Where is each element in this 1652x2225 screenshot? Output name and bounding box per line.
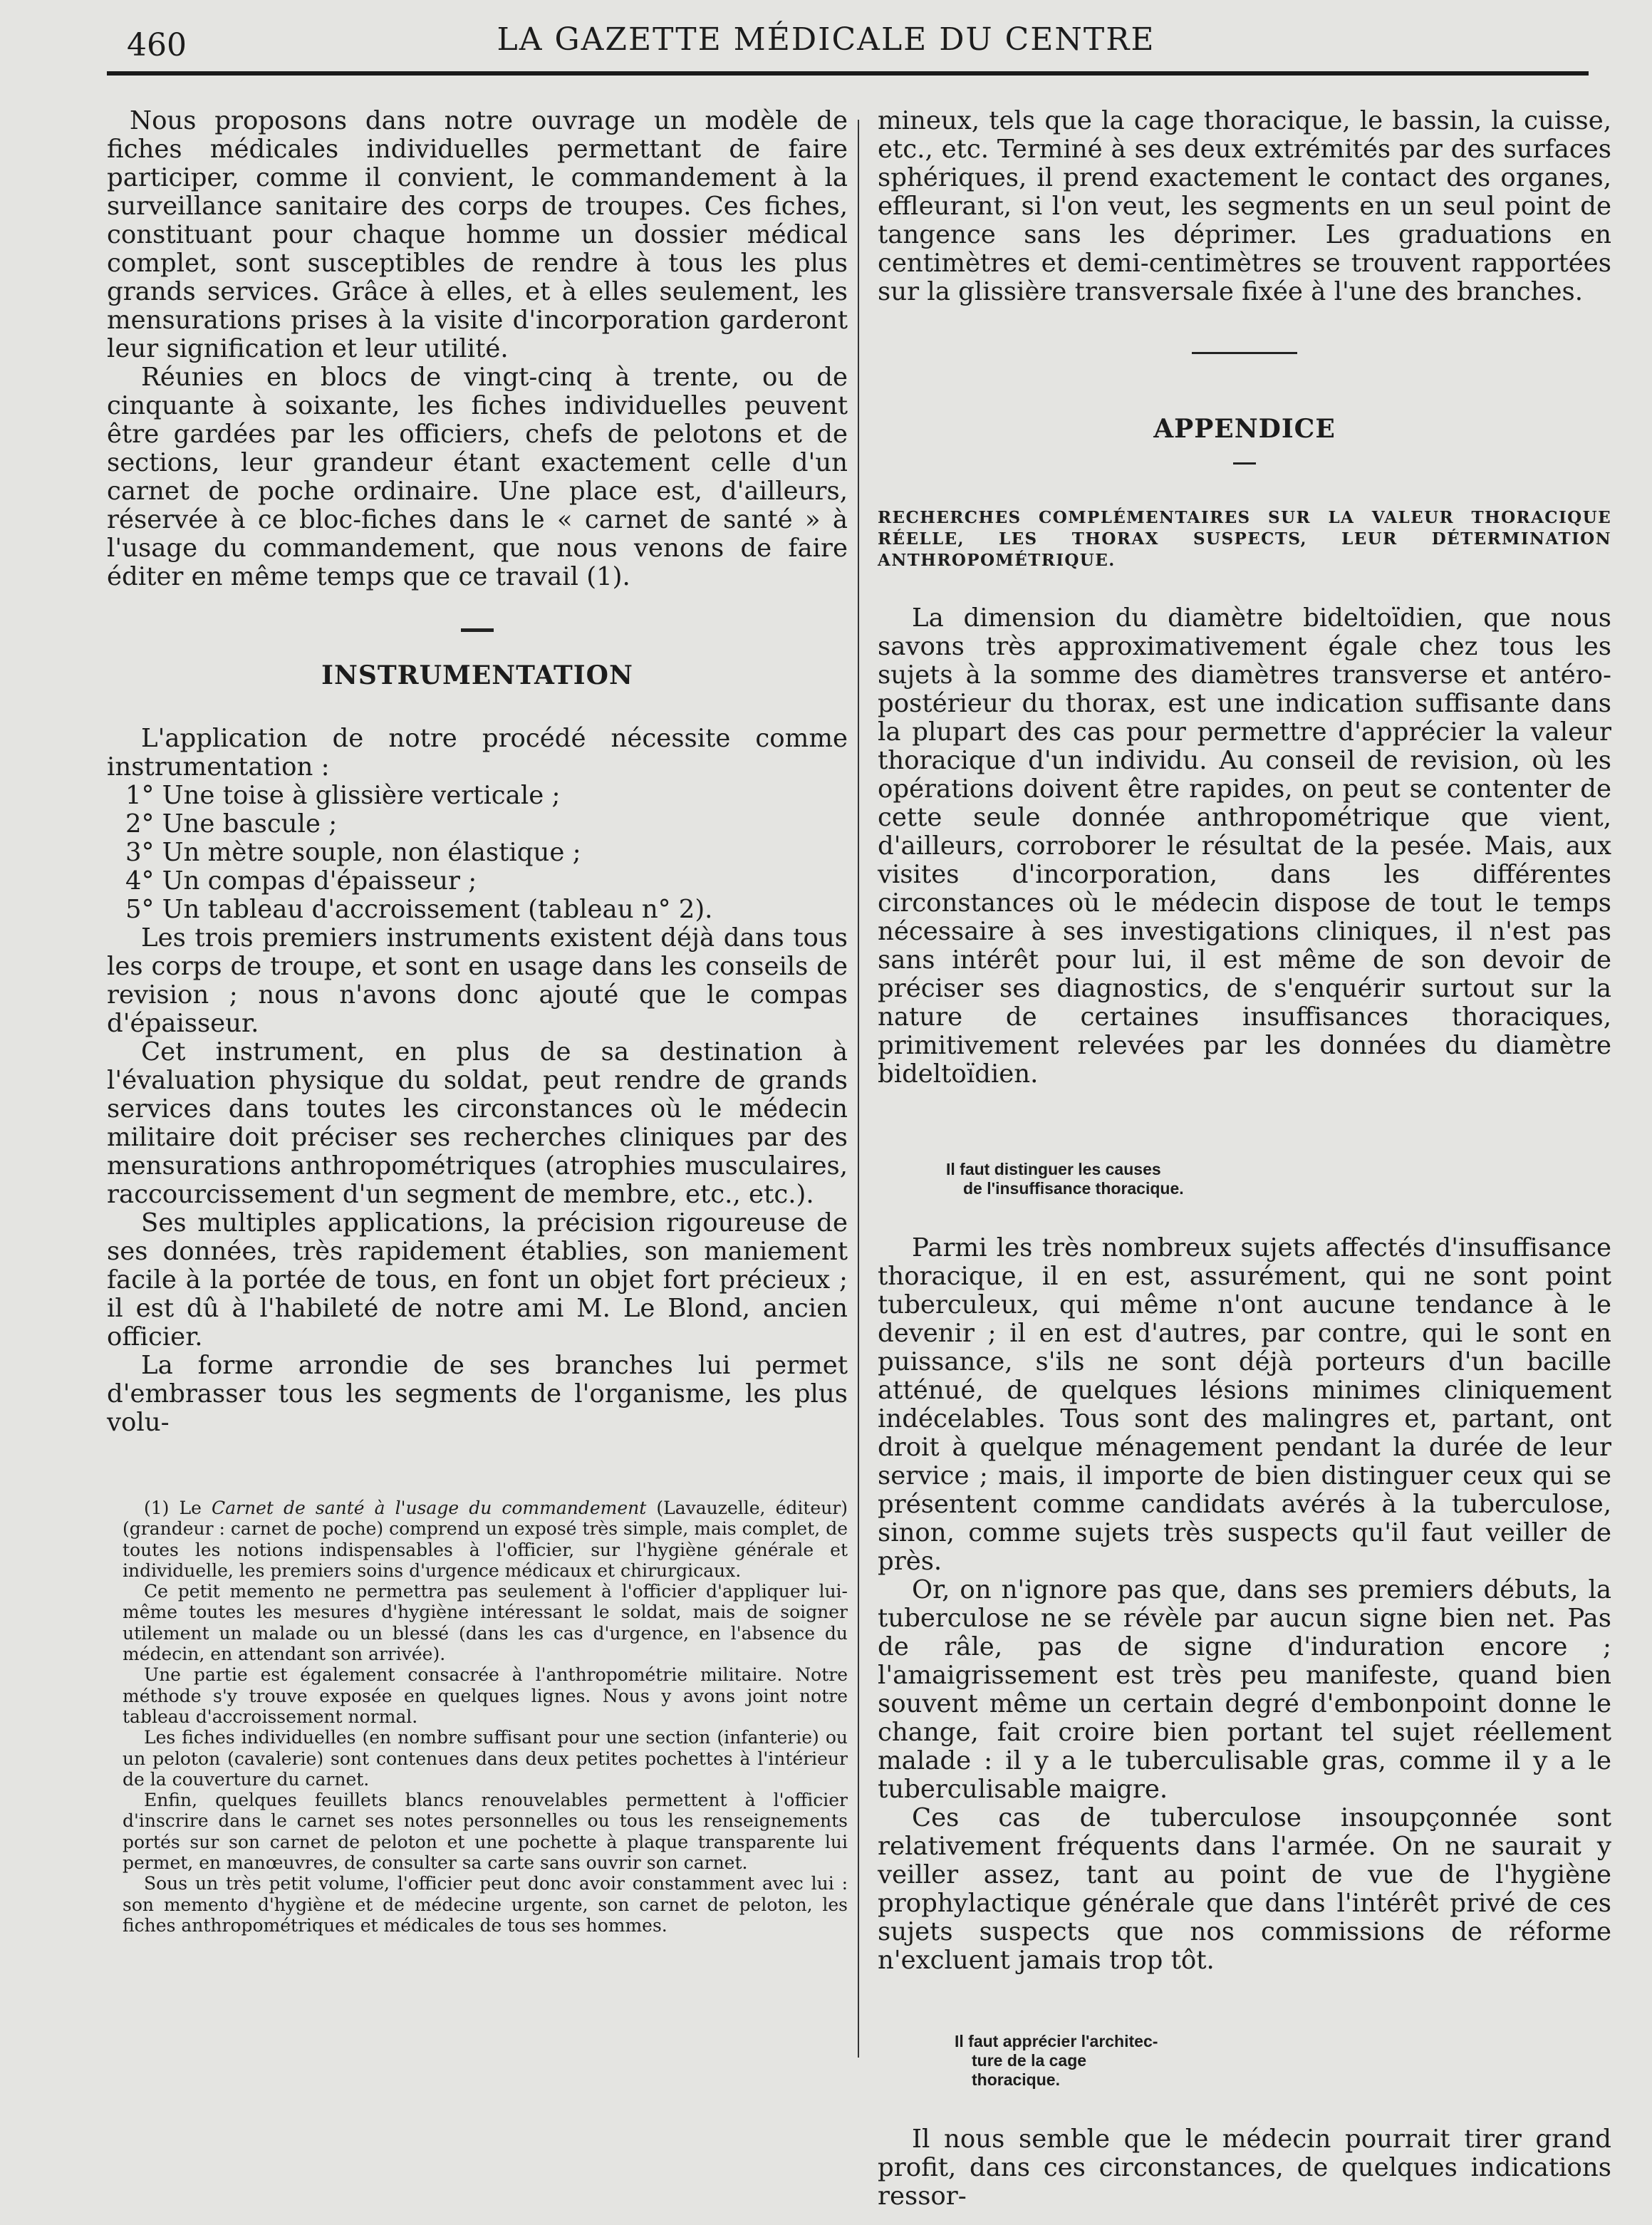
appendix-paragraph: La dimension du diamètre bideltoïdien, que nous savons très approximativement égale chez tous les sujets à la somme des diamètres transverse et antéro-postérieur du thorax, est une indication suffisante dans la plupart des cas pour permettre d'apprécier la valeur thoracique d'un individu. Au conseil de revision, où les opérations doivent être rapides, on peut se contenter de cette seule donnée anthropométrique que vient, d'ailleurs, corroborer le résultat de la pesée. Mais, aux visites d'incorporation, dans les différentes circonstances où le médecin dispose de tout le temps nécessaire à ses investigations cliniques, il n'est pas sans intérêt pour lui, il est même de son devoir de préciser ses diagnostics, de s'enquérir surtout sur la nature de certaines insuffisances thoraciques, primitivement relevées par les données du diamètre bideltoïdien. — [878, 603, 1611, 1089]
intro-paragraph-2: Réunies en blocs de vingt-cinq à trente, ou de cinquante à soixante, les fiches individuelles peuvent être gardées par les officiers, chefs de pelotons et de sections, leur grandeur étant exactement celle d'un carnet de poche ordinaire. Une place est, d'ailleurs, réservée à ce bloc-fiches dans le « carnet de santé » à l'usage du commandement, que nous venons de faire éditer en même temps que ce travail (1). — [107, 363, 848, 591]
instrumentation-intro: L'application de notre procédé nécessite comme instrumentation : — [107, 724, 848, 782]
body-paragraph-applications: Ses multiples applications, la précision rigoureuse de ses données, très rapidement établies, son maniement facile à la portée de tous, en font un objet fort précieux ; il est dû à l'habileté de notre ami M. Le Blond, ancien officier. — [107, 1208, 848, 1352]
side-heading-architecture — [955, 2032, 1611, 2090]
footnote-paragraph: Les fiches individuelles (en nombre suffisant pour une section (infanterie) ou un peloton (cavalerie) sont contenues dans deux petites pochettes à l'intérieur de la couverture du carnet. — [123, 1727, 848, 1790]
instrument-item-4: 4° Un compas d'épaisseur ; — [125, 866, 477, 896]
page-number: 460 — [127, 27, 187, 63]
footnote-paragraph: Sous un très petit volume, l'officier peut donc avoir constamment avec lui : son memento d'hygiène et de médecine urgente, son carnet de peloton, les fiches anthropométriques et médicales de tous ses hommes. — [123, 1873, 848, 1936]
section-title-instrumentation: INSTRUMENTATION — [321, 660, 633, 690]
instrument-item-1: 1° Une toise à glissière verticale ; — [125, 781, 561, 810]
left-column — [107, 107, 848, 1437]
section-2-paragraph: Il nous semble que le médecin pourrait tirer grand profit, dans ces circonstances, de quelques indications ressor- — [878, 2125, 1611, 2211]
appendix-rule — [1192, 352, 1297, 354]
appendix-small-rule — [1233, 462, 1256, 465]
column-divider — [858, 120, 859, 2058]
side-heading-causes — [946, 1160, 1611, 1198]
right-column — [878, 107, 1611, 2211]
footnote-book-title: Carnet de santé à l'usage du commandement — [211, 1498, 647, 1518]
footnote-1 — [123, 1498, 848, 1581]
footnotes — [123, 1498, 848, 1936]
side-heading-line: thoracique. — [972, 2070, 1060, 2089]
section-1-paragraph-1: Parmi les très nombreux sujets affectés d'insuffisance thoracique, il en est, assurément, qui ne sont point tuberculeux, qui même n'ont aucune tendance à le devenir ; il en est d'autres, par contre, qui le sont en puissance, s'ils ne sont déjà porteurs d'un bacille atténué, de quelques lésions minimes cliniquement indécelables. Tous sont des malingres et, partant, ont droit à quelque ménagement pendant la durée de leur service ; mais, il importe de bien distinguer ceux qui se présentent comme candidats avérés à la tuberculose, sinon, comme sujets très suspects qu'il faut veiller de près. — [878, 1233, 1611, 1576]
body-paragraph-instruments: Les trois premiers instruments existent déjà dans tous les corps de troupe, et sont en usage dans les conseils de revision ; nous n'avons donc ajouté que le compas d'épaisseur. — [107, 923, 848, 1038]
footnote-paragraph: Enfin, quelques feuillets blancs renouvelables permettent à l'officier d'inscrire dans le carnet ses notes personnelles ou tous les renseignements portés sur son carnet de peloton et une pochette à plaque transparente lui permet, en manœuvres, de consulter sa carte sans ouvrir son carnet. — [123, 1790, 848, 1874]
side-heading-line: Il faut apprécier l'architec- — [955, 2032, 1158, 2050]
section-1-paragraph-2: Or, on n'ignore pas que, dans ses premiers débuts, la tuberculose ne se révèle par aucun signe bien net. Pas de râle, pas de signe d'induration encore ; l'amaigrissement est très peu manifeste, quand bien souvent même un certain degré d'embonpoint donne le change, fait croire bien portant tel sujet réellement malade : il y a le tuberculisable gras, comme il y a le tuberculisable maigre. — [878, 1575, 1611, 1804]
side-heading-line: Il faut distinguer les causes — [946, 1160, 1161, 1178]
section-1-paragraph-3: Ces cas de tuberculose insoupçonnée sont relativement fréquents dans l'armée. On ne saurait y veiller assez, tant au point de vue de l'hygiène prophylactique générale que dans l'intérêt privé de ces sujets suspects que nos commissions de réforme n'excluent jamais trop tôt. — [878, 1803, 1611, 1975]
instrument-item-2: 2° Une bascule ; — [125, 809, 338, 839]
appendix-subtitle: RECHERCHES COMPLÉMENTAIRES SUR LA VALEUR THORACIQUE RÉELLE, LES THORAX SUSPECTS, LEUR DÉTERMINATION ANTHROPOMÉTRIQUE. — [878, 508, 1611, 570]
body-paragraph-forme: La forme arrondie de ses branches lui permet d'embrasser tous les segments de l'organisme, les plus volu- — [107, 1351, 848, 1437]
body-paragraph-compas: Cet instrument, en plus de sa destination à l'évaluation physique du soldat, peut rendre de grands services dans toutes les circonstances où le médecin militaire doit préciser ses recherches cliniques par des mensurations anthropométriques (atrophies musculaires, raccourcissement d'un segment de membre, etc., etc.). — [107, 1037, 848, 1209]
footnote-first-text: (Lavauzelle, éditeur) (grandeur : carnet de poche) comprend un exposé très simple, mais complet, de toutes les notions indispensables à l'officier, sur l'hygiène générale et individuelle, les premiers soins d'urgence médicaux et chirurgicaux. — [123, 1498, 848, 1581]
section-rule — [461, 628, 494, 632]
footnote-paragraph: Ce petit memento ne permettra pas seulement à l'officier d'appliquer lui-même toutes les mesures d'hygiène intéressant le soldat, mais de soigner utilement un malade ou un blessé (dans les cas d'urgence, en l'absence du médecin, en attendant son arrivée). — [123, 1581, 848, 1665]
appendix-title: APPENDICE — [1153, 414, 1336, 444]
header-rule — [107, 71, 1589, 76]
footnote-prefix: (1) Le — [144, 1498, 212, 1518]
side-heading-line: ture de la cage — [972, 2051, 1087, 2070]
intro-paragraph-1: Nous proposons dans notre ouvrage un modèle de fiches médicales individuelles permettant de faire participer, comme il convient, le commandement à la surveillance sanitaire des corps de troupes. Ces fiches, constituant pour chaque homme un dossier médical complet, sont susceptibles de rendre à tous les plus grands services. Grâce à elles, et à elles seulement, les mensurations prises à la visite d'incorporation garderont leur signification et leur utilité. — [107, 106, 848, 363]
instrument-item-5: 5° Un tableau d'accroissement (tableau n° 2). — [125, 895, 713, 924]
continuation-paragraph: mineux, tels que la cage thoracique, le bassin, la cuisse, etc., etc. Terminé à ses deux extrémités par des surfaces sphériques, il prend exactement le contact des organes, effleurant, si l'on veut, les segments en un seul point de tangence sans les déprimer. Les graduations en centimètres et demi-centimètres se trouvent rapportées sur la glissière transversale fixée à l'une des branches. — [878, 106, 1611, 306]
instrument-item-3: 3° Un mètre souple, non élastique ; — [125, 838, 581, 867]
footnote-paragraph: Une partie est également consacrée à l'anthropométrie militaire. Notre méthode s'y trouve exposée en quelques lignes. Nous y avons joint notre tableau d'accroissement normal. — [123, 1664, 848, 1727]
journal-title: LA GAZETTE MÉDICALE DU CENTRE — [497, 21, 1155, 58]
side-heading-line: de l'insuffisance thoracique. — [963, 1179, 1184, 1198]
